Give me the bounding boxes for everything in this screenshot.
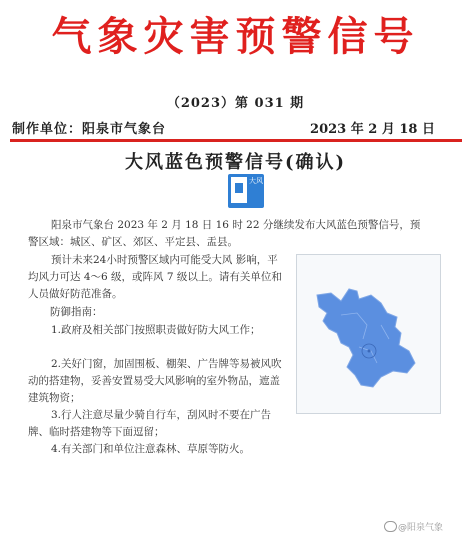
forecast-paragraph: 预计未来24小时预警区域内可能受大风 影响，平均风力可达 4～6 级，或阵风 7 级以上。请有关单位和人员做好防范准备。 [28,254,282,300]
masthead-title: 气象灾害预警信号 [51,14,420,60]
intro-paragraph: 阳泉市气象台 2023 年 2 月 18 日 16 时 22 分继续发布大风蓝色预警信号，预警区域：城区、矿区、郊区、平定县、盂县。 [28,219,421,248]
guide-item: 4.有关部门和单位注意森林、草原等防火。 [51,443,251,455]
guide-item: 2.关好门窗，加固围板、棚架、广告牌等易被风吹动的搭建物，妥善安置易受大风影响的室外物品，遮盖建筑物资； [28,358,282,404]
header-divider [10,139,462,142]
warning-area-map [296,254,441,414]
issue-date: 2023 年 2 月 18 日 [310,122,435,137]
issue-number: （2023）第 031 期 [166,96,305,111]
guide-item: 1.政府及相关部门按照职责做好防大风工作； [51,324,261,336]
signal-icon-label: 大风 [249,177,263,185]
guide-heading: 防御指南： [50,306,103,318]
weibo-icon [384,521,397,532]
map-region-shape [297,255,440,413]
issuing-unit: 制作单位：阳泉市气象台 [12,122,167,137]
watermark: @阳泉气象 [398,523,444,533]
warning-title: 大风蓝色预警信号(确认) [124,152,347,173]
guide-item: 3.行人注意尽量少骑自行车，刮风时不要在广告牌、临时搭建物等下面逗留； [28,409,272,438]
flag-shape [231,177,247,203]
wind-blue-signal-icon [228,174,264,208]
